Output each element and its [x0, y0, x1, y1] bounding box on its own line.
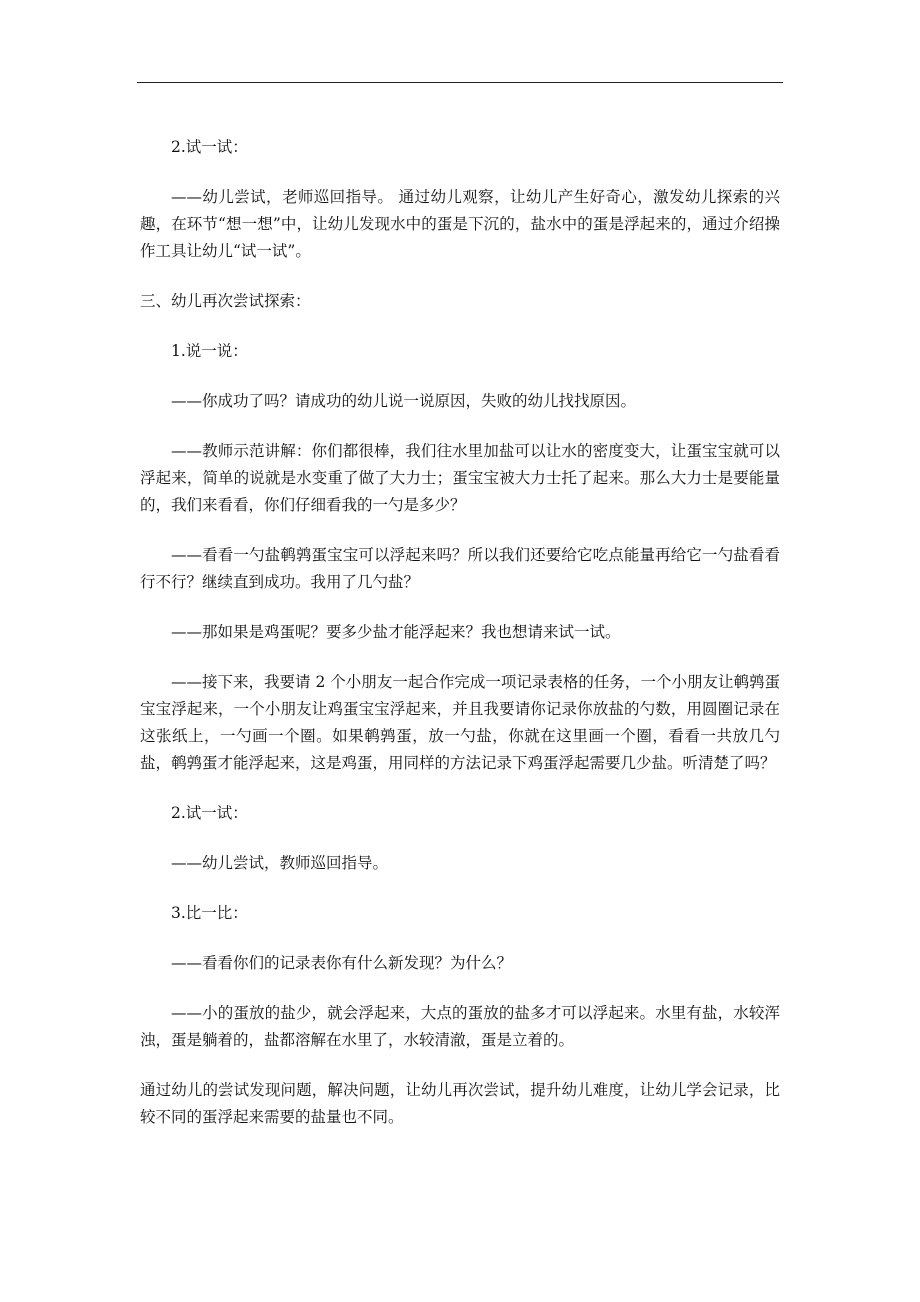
paragraph-teacher-demo: ——教师示范讲解：你们都很棒，我们往水里加盐可以让水的密度变大，让蛋宝宝就可以浮起来，简单的说就是水变重了做了大力士；蛋宝宝被大力士托了起来。那么大力士是要能量的，我们来看看，你们仔细看我的一勺是多少？: [140, 442, 780, 514]
section-heading-explore-again: 三、幼儿再次尝试探索：: [140, 292, 311, 310]
paragraph-children-try: ——幼儿尝试，教师巡回指导。: [171, 854, 389, 872]
paragraph-record-question: ——看看你们的记录表你有什么新发现？为什么？: [171, 954, 513, 972]
paragraph-chicken-egg: ——那如果是鸡蛋呢？要多少盐才能浮起来？我也想请来试一试。: [171, 623, 621, 641]
header-divider: [137, 82, 783, 83]
paragraph-record-task: ——接下来，我要请 2 个小朋友一起合作完成一项记录表格的任务，一个小朋友让鹌鹑蛋宝宝浮起来，一个小朋友让鸡蛋宝宝浮起来，并且我要请你记录你放盐的勺数，用圆圈记录在这张纸上，一勺画一个圈。如果鹌鹑蛋，放一勺盐，你就在这里画一个圈，看看一共放几勺盐，鹌鹑蛋才能浮起来，这是鸡蛋，用同样的方法记录下鸡蛋浮起需要几少盐。听清楚了吗？: [140, 673, 780, 772]
paragraph-success-question: ——你成功了吗？请成功的幼儿说一说原因，失败的幼儿找找原因。: [171, 392, 637, 410]
section-step-try-2: 2.试一试：: [171, 804, 248, 822]
paragraph-quail-egg: ——看看一勺盐鹌鹑蛋宝宝可以浮起来吗？所以我们还要给它吃点能量再给它一勺盐看看行不行？继续直到成功。我用了几勺盐？: [140, 546, 780, 591]
document-body: [140, 134, 780, 1154]
section-step-compare: 3.比一比：: [171, 904, 248, 922]
section-step-say: 1.说一说：: [171, 342, 248, 360]
paragraph-findings: ——小的蛋放的盐少，就会浮起来，大点的蛋放的盐多才可以浮起来。水里有盐，水较浑浊，蛋是躺着的，盐都溶解在水里了，水较清澈，蛋是立着的。: [140, 1004, 780, 1049]
section-step-try: 2.试一试：: [171, 138, 248, 156]
paragraph-try-description: ——幼儿尝试，老师巡回指导。 通过幼儿观察，让幼儿产生好奇心，激发幼儿探索的兴趣，在环节“想一想”中，让幼儿发现水中的蛋是下沉的，盐水中的蛋是浮起来的，通过介绍操作工具让幼儿“试一试”。: [140, 188, 780, 260]
paragraph-summary: 通过幼儿的尝试发现问题，解决问题，让幼儿再次尝试，提升幼儿难度，让幼儿学会记录，比较不同的蛋浮起来需要的盐量也不同。: [140, 1081, 780, 1126]
